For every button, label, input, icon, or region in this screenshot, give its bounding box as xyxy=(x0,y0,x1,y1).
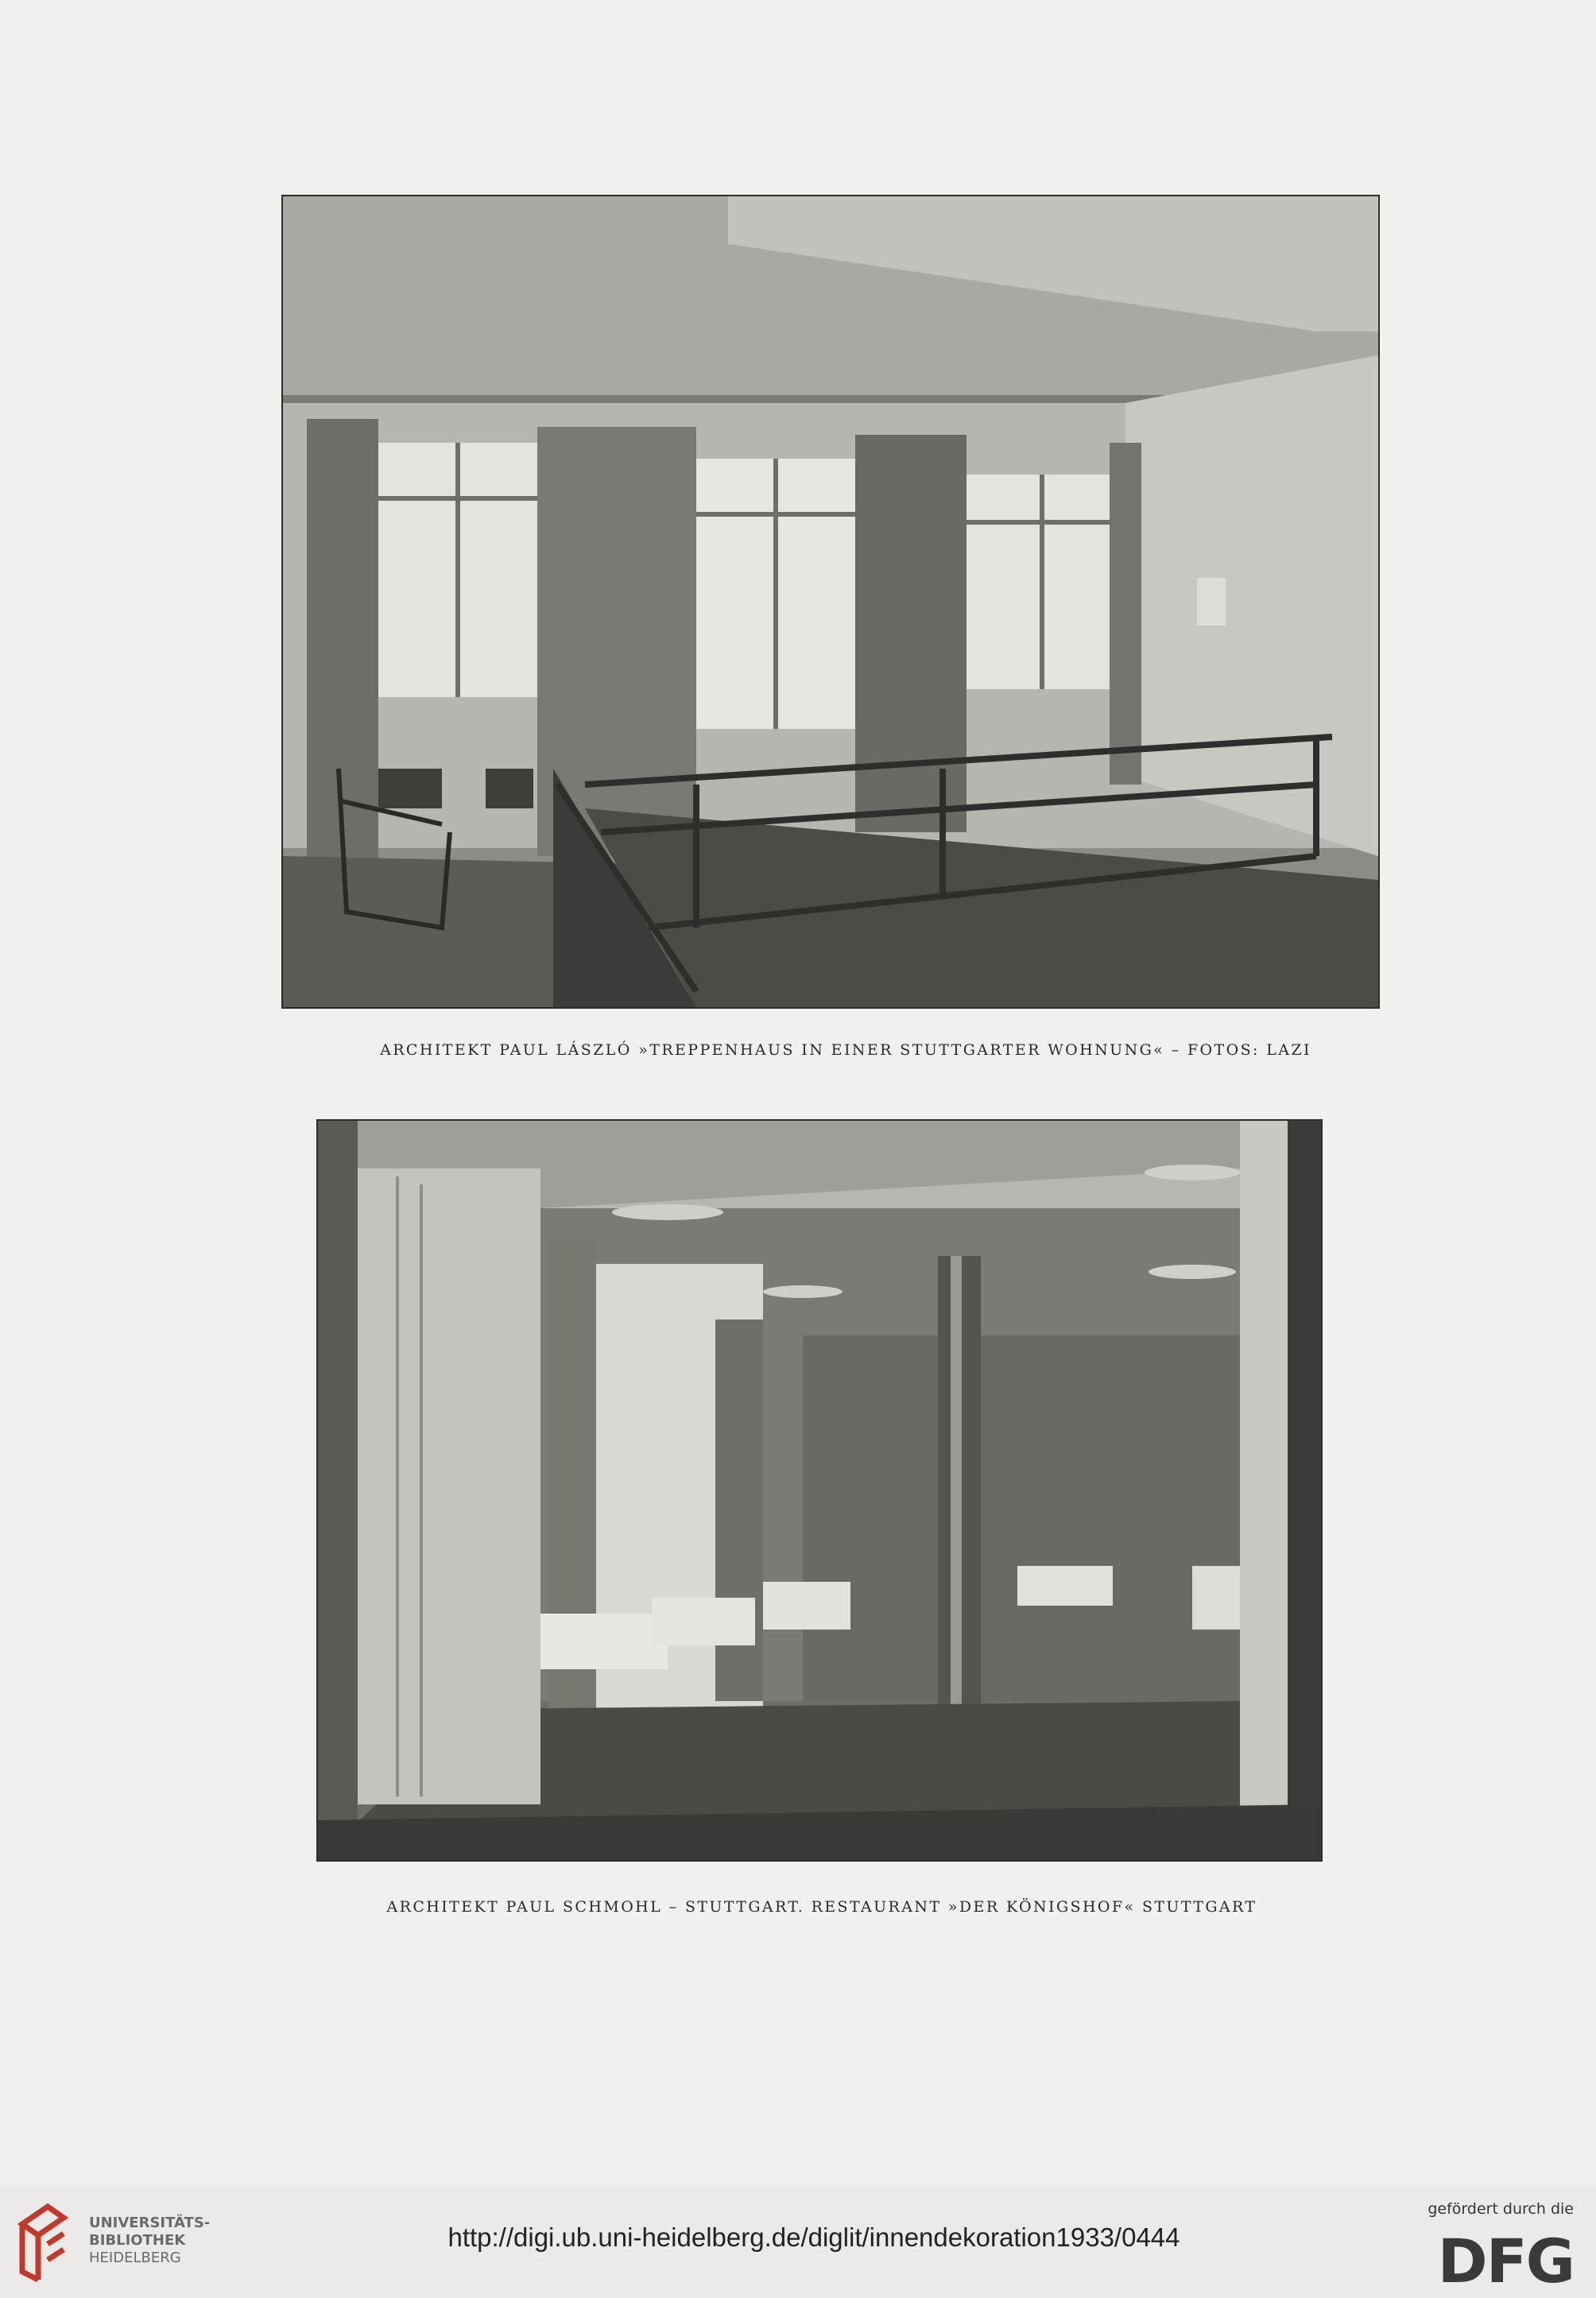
permalink-url[interactable]: http://digi.ub.uni-heidelberg.de/diglit/innendekoration1933/0444 xyxy=(447,2222,1180,2252)
library-name-line-2: BIBLIOTHEK xyxy=(89,2232,186,2249)
funding-note: gefördert durch die xyxy=(1427,2200,1574,2218)
restaurant-photo-image xyxy=(318,1121,1321,1860)
restaurant-caption: ARCHITEKT PAUL SCHMOHL – STUTTGART. RESTAURANT »DER KÖNIGSHOF« STUTTGART xyxy=(386,1898,1257,1916)
staircase-photo xyxy=(281,195,1380,1009)
library-name-line-3: HEIDELBERG xyxy=(89,2250,181,2266)
dfg-logo[interactable]: DFG xyxy=(1437,2226,1574,2296)
staircase-caption: ARCHITEKT PAUL LÁSZLÓ »TREPPENHAUS IN EINER STUTTGARTER WOHNUNG« – FOTOS: LAZI xyxy=(380,1041,1311,1059)
restaurant-photo xyxy=(316,1119,1323,1862)
staircase-photo-image xyxy=(283,196,1378,1007)
library-name-line-1: UNIVERSITÄTS- xyxy=(89,2215,211,2231)
